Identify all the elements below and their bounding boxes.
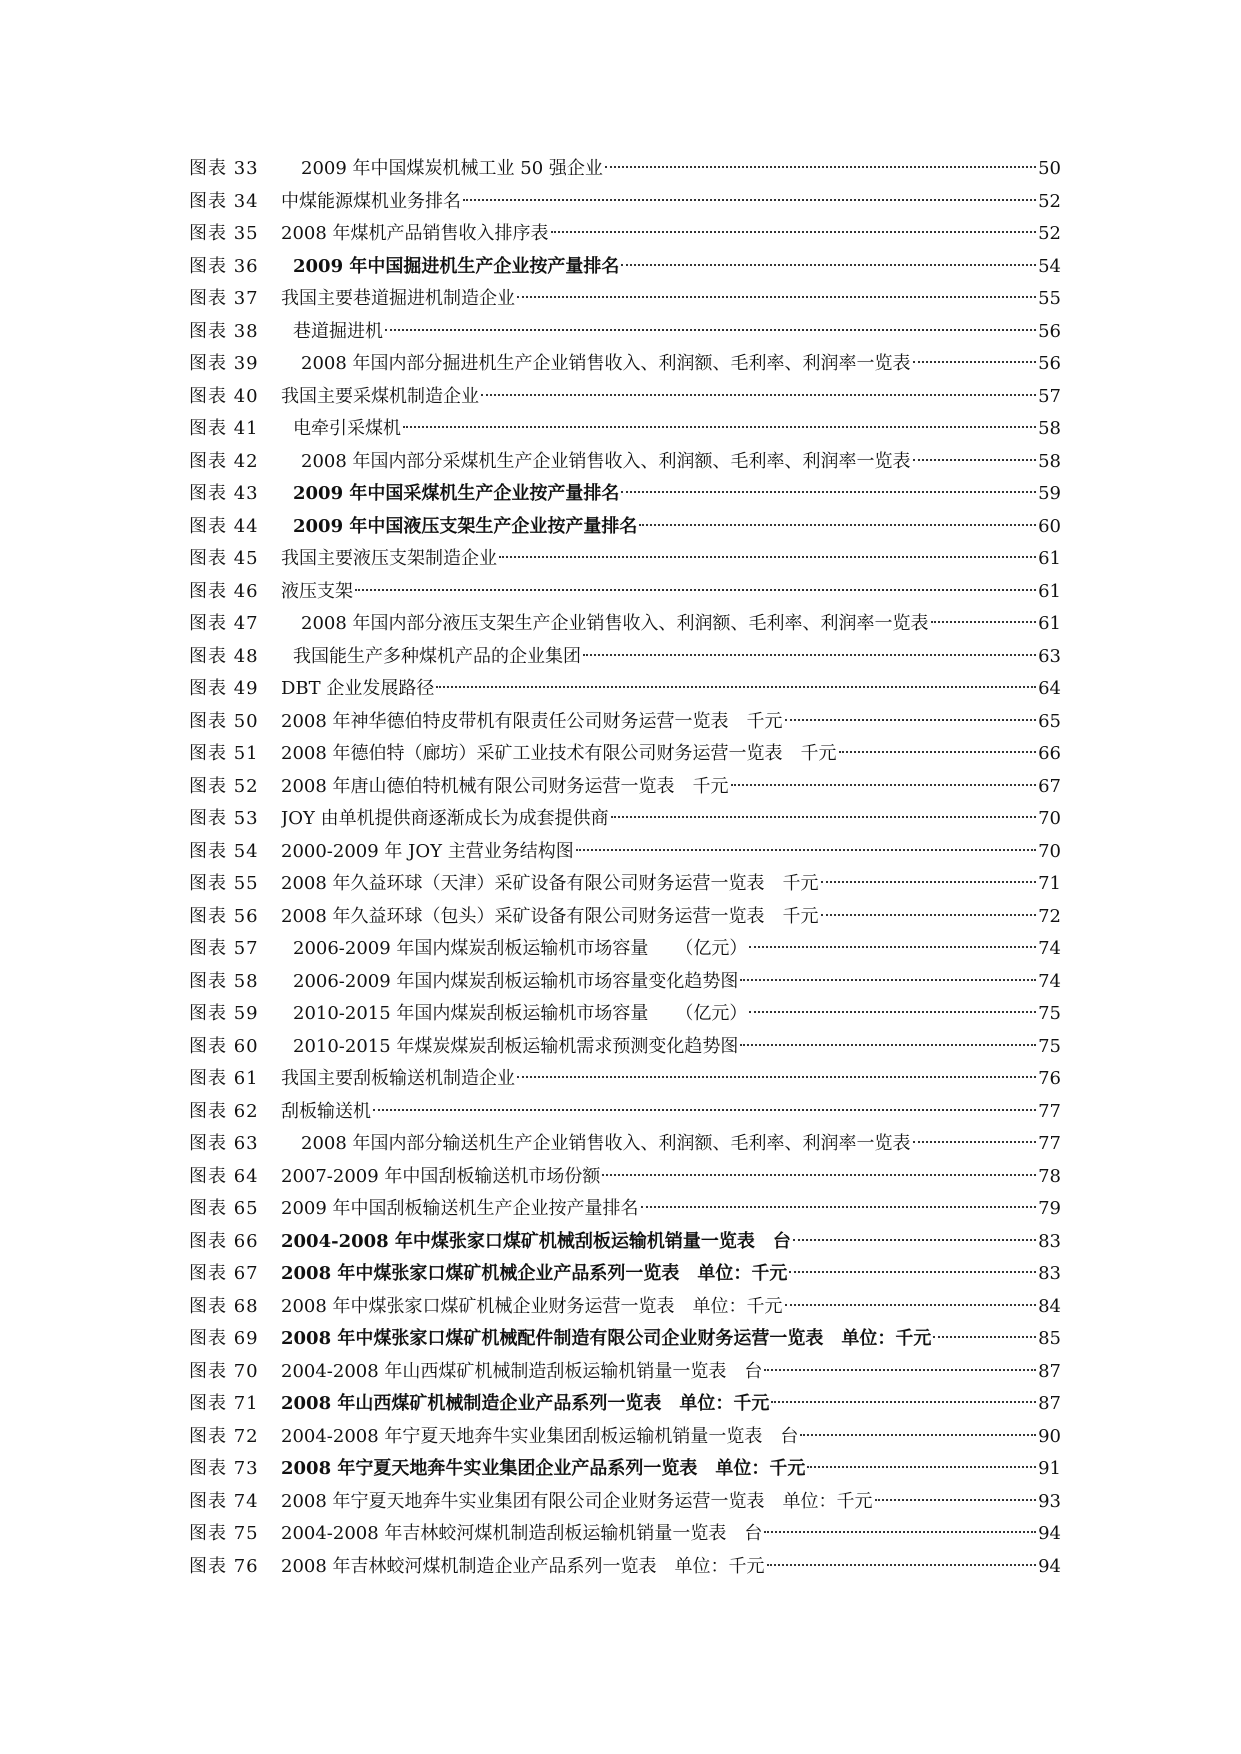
figure-label: 图表 59 [189, 1003, 259, 1024]
figure-title: 刮板输送机 [281, 1100, 371, 1122]
page-number: 61 [1038, 613, 1061, 634]
toc-entry[interactable] [189, 868, 1061, 901]
dot-leader [771, 1401, 1036, 1403]
figure-label: 图表 33 [189, 158, 259, 179]
figure-label: 图表 44 [189, 515, 259, 537]
dot-leader [764, 1531, 1036, 1533]
toc-entry[interactable] [189, 1096, 1061, 1129]
dot-leader [551, 231, 1037, 233]
page-number: 91 [1038, 1458, 1061, 1479]
page-number: 74 [1038, 970, 1061, 992]
figure-title: 2008 年久益环球（天津）采矿设备有限公司财务运营一览表 千元 [281, 873, 819, 894]
figure-label: 图表 38 [189, 320, 259, 342]
figure-title: 中煤能源煤机业务排名 [281, 190, 461, 212]
page-number: 87 [1038, 1393, 1061, 1414]
dot-leader [800, 1434, 1036, 1436]
dot-leader [385, 329, 1036, 331]
toc-entry[interactable] [189, 1128, 1061, 1161]
figure-label: 图表 56 [189, 905, 259, 927]
figure-label: 图表 75 [189, 1523, 259, 1544]
dot-leader [913, 1141, 1037, 1143]
figure-label: 图表 43 [189, 483, 259, 504]
toc-entry[interactable] [189, 218, 1061, 251]
page-number: 93 [1038, 1490, 1061, 1512]
toc-entry[interactable] [189, 511, 1061, 544]
figure-label: 图表 67 [189, 1263, 259, 1284]
figure-label: 图表 50 [189, 710, 259, 732]
figure-title: 2006-2009 年国内煤炭刮板运输机市场容量变化趋势图 [293, 970, 739, 992]
dot-leader [913, 361, 1037, 363]
dot-leader [821, 914, 1037, 916]
figure-title: 2008 年山西煤矿机械制造企业产品系列一览表 单位：千元 [281, 1393, 770, 1414]
figure-label: 图表 68 [189, 1295, 259, 1317]
toc-entry[interactable] [189, 933, 1061, 966]
page-number: 77 [1038, 1100, 1061, 1122]
figure-label: 图表 47 [189, 613, 259, 634]
page-number: 75 [1038, 1035, 1061, 1057]
dot-leader [839, 751, 1037, 753]
dot-leader [749, 946, 1036, 948]
figure-label: 图表 73 [189, 1458, 259, 1479]
page-number: 71 [1038, 873, 1061, 894]
dot-leader [767, 1564, 1037, 1566]
toc-entry[interactable] [189, 1161, 1061, 1194]
dot-leader [641, 1206, 1037, 1208]
page-number: 70 [1038, 808, 1061, 829]
figure-label: 图表 58 [189, 970, 259, 992]
figure-label: 图表 55 [189, 873, 259, 894]
toc-entry[interactable] [189, 1486, 1061, 1519]
toc-entry[interactable] [189, 446, 1061, 479]
figure-label: 图表 76 [189, 1555, 259, 1577]
toc-entry[interactable] [189, 1388, 1061, 1421]
figure-label: 图表 54 [189, 840, 259, 862]
figure-label: 图表 63 [189, 1133, 259, 1154]
page-number: 50 [1038, 158, 1061, 179]
figure-title: 我国主要巷道掘进机制造企业 [281, 288, 515, 309]
toc-entry[interactable] [189, 608, 1061, 641]
figure-title: 2008 年中煤张家口煤矿机械企业产品系列一览表 单位：千元 [281, 1263, 788, 1284]
page-number: 54 [1038, 255, 1061, 277]
dot-leader [481, 394, 1036, 396]
toc-entry[interactable] [189, 836, 1061, 869]
page-number: 66 [1038, 743, 1061, 764]
figure-title: 2008 年宁夏天地奔牛实业集团企业产品系列一览表 单位：千元 [281, 1458, 806, 1479]
page-number: 94 [1038, 1523, 1061, 1544]
toc-entry[interactable] [189, 478, 1061, 511]
figure-title: 我国主要采煤机制造企业 [281, 385, 479, 407]
toc-entry[interactable] [189, 1193, 1061, 1226]
dot-leader [731, 784, 1037, 786]
figure-title: 2008 年国内部分液压支架生产企业销售收入、利润额、毛利率、利润率一览表 [301, 613, 929, 634]
toc-entry[interactable] [189, 1518, 1061, 1551]
figure-title: 2008 年中煤张家口煤矿机械配件制造有限公司企业财务运营一览表 单位：千元 [281, 1328, 932, 1349]
toc-entry[interactable] [189, 803, 1061, 836]
figure-title: 2009 年中国煤炭机械工业 50 强企业 [301, 158, 603, 179]
dot-leader [583, 654, 1036, 656]
figure-label: 图表 72 [189, 1425, 259, 1447]
figure-title: 2008 年煤机产品销售收入排序表 [281, 223, 549, 244]
figure-title: 2008 年国内部分输送机生产企业销售收入、利润额、毛利率、利润率一览表 [301, 1133, 911, 1154]
page-number: 56 [1038, 320, 1061, 342]
dot-leader [639, 524, 1036, 526]
dot-leader [740, 1044, 1036, 1046]
figure-title: JOY 由单机提供商逐渐成长为成套提供商 [281, 808, 609, 829]
dot-leader [931, 621, 1037, 623]
dot-leader [463, 199, 1036, 201]
figure-title: 2008 年唐山德伯特机械有限公司财务运营一览表 千元 [281, 775, 729, 797]
toc-entry[interactable] [189, 413, 1061, 446]
figure-label: 图表 48 [189, 645, 259, 667]
dot-leader [933, 1336, 1036, 1338]
figure-label: 图表 36 [189, 255, 259, 277]
page-number: 79 [1038, 1198, 1061, 1219]
figure-label: 图表 45 [189, 548, 259, 569]
figure-title: 2004-2008 年宁夏天地奔牛实业集团刮板运输机销量一览表 台 [281, 1425, 799, 1447]
dot-leader [517, 1076, 1036, 1078]
toc-entry[interactable] [189, 1356, 1061, 1389]
figure-label: 图表 70 [189, 1360, 259, 1382]
page-number: 61 [1038, 548, 1061, 569]
dot-leader [749, 1011, 1036, 1013]
figure-title: 2009 年中国采煤机生产企业按产量排名 [293, 483, 620, 504]
figure-title: 2009 年中国掘进机生产企业按产量排名 [293, 255, 620, 277]
figure-label: 图表 39 [189, 353, 259, 374]
page-number: 94 [1038, 1555, 1061, 1577]
page-number: 65 [1038, 710, 1061, 732]
figure-label: 图表 61 [189, 1068, 259, 1089]
toc-entry[interactable] [189, 1551, 1061, 1584]
toc-entry[interactable] [189, 1323, 1061, 1356]
page-number: 83 [1038, 1230, 1061, 1252]
page-number: 76 [1038, 1068, 1061, 1089]
page-number: 52 [1038, 223, 1061, 244]
toc-entry[interactable] [189, 901, 1061, 934]
figure-label: 图表 51 [189, 743, 259, 764]
page-number: 63 [1038, 645, 1061, 667]
page-number: 74 [1038, 938, 1061, 959]
dot-leader [436, 686, 1036, 688]
figure-label: 图表 41 [189, 418, 259, 439]
toc-entry[interactable] [189, 1226, 1061, 1259]
figure-title: 2009 年中国液压支架生产企业按产量排名 [293, 515, 638, 537]
page-number: 67 [1038, 775, 1061, 797]
dot-leader [875, 1499, 1037, 1501]
toc-entry[interactable] [189, 1453, 1061, 1486]
figure-label: 图表 62 [189, 1100, 259, 1122]
dot-leader [621, 264, 1036, 266]
dot-leader [807, 1466, 1036, 1468]
figure-label: 图表 42 [189, 450, 259, 472]
toc-entry[interactable] [189, 673, 1061, 706]
toc-entry[interactable] [189, 966, 1061, 999]
figure-title: 2007-2009 年中国刮板输送机市场份额 [281, 1165, 601, 1187]
toc-entry[interactable] [189, 706, 1061, 739]
toc-entry[interactable] [189, 186, 1061, 219]
figure-label: 图表 35 [189, 223, 259, 244]
page-number: 70 [1038, 840, 1061, 862]
dot-leader [913, 459, 1037, 461]
figure-title: 2008 年神华德伯特皮带机有限责任公司财务运营一览表 千元 [281, 710, 783, 732]
figure-label: 图表 60 [189, 1035, 259, 1057]
figure-label: 图表 37 [189, 288, 259, 309]
dot-leader [611, 816, 1037, 818]
page-number: 58 [1038, 418, 1061, 439]
figure-label: 图表 40 [189, 385, 259, 407]
page-number: 58 [1038, 450, 1061, 472]
page-number: 60 [1038, 515, 1061, 537]
figure-title: 2008 年国内部分采煤机生产企业销售收入、利润额、毛利率、利润率一览表 [301, 450, 911, 472]
toc-entry[interactable] [189, 153, 1061, 186]
figure-title: 我国能生产多种煤机产品的企业集团 [293, 645, 581, 667]
figure-title: 2008 年德伯特（廊坊）采矿工业技术有限公司财务运营一览表 千元 [281, 743, 837, 764]
figure-label: 图表 34 [189, 190, 259, 212]
dot-leader [373, 1109, 1036, 1111]
toc-entry[interactable] [189, 251, 1061, 284]
figure-title: 2008 年宁夏天地奔牛实业集团有限公司企业财务运营一览表 单位：千元 [281, 1490, 873, 1512]
toc-entry[interactable] [189, 771, 1061, 804]
toc-entry[interactable] [189, 738, 1061, 771]
figure-title: 巷道掘进机 [293, 320, 383, 342]
figure-title: 2000-2009 年 JOY 主营业务结构图 [281, 840, 574, 862]
dot-leader [517, 296, 1036, 298]
figure-title: 我国主要液压支架制造企业 [281, 548, 497, 569]
page-number: 72 [1038, 905, 1061, 927]
figure-title: 2008 年中煤张家口煤矿机械企业财务运营一览表 单位：千元 [281, 1295, 783, 1317]
toc-entry[interactable] [189, 1063, 1061, 1096]
toc-entry[interactable] [189, 283, 1061, 316]
page-number: 61 [1038, 580, 1061, 602]
figure-title: 2008 年国内部分掘进机生产企业销售收入、利润额、毛利率、利润率一览表 [301, 353, 911, 374]
page-number: 55 [1038, 288, 1061, 309]
figure-label: 图表 46 [189, 580, 259, 602]
toc-entry[interactable] [189, 576, 1061, 609]
figure-label: 图表 52 [189, 775, 259, 797]
dot-leader [785, 1304, 1037, 1306]
dot-leader [785, 719, 1037, 721]
page-number: 84 [1038, 1295, 1061, 1317]
figure-title: 2004-2008 年吉林蛟河煤机制造刮板运输机销量一览表 台 [281, 1523, 763, 1544]
page-number: 78 [1038, 1165, 1061, 1187]
dot-leader [605, 166, 1036, 168]
figure-title: 电牵引采煤机 [293, 418, 401, 439]
toc-entry[interactable] [189, 1031, 1061, 1064]
figure-title: 2010-2015 年国内煤炭刮板运输机市场容量 （亿元） [293, 1003, 748, 1024]
toc-entry[interactable] [189, 348, 1061, 381]
figure-label: 图表 57 [189, 938, 259, 959]
figure-label: 图表 49 [189, 678, 259, 699]
dot-leader [621, 491, 1036, 493]
toc-entry[interactable] [189, 1421, 1061, 1454]
page-number: 77 [1038, 1133, 1061, 1154]
figure-title: 2004-2008 年山西煤矿机械制造刮板运输机销量一览表 台 [281, 1360, 763, 1382]
figure-title: 2010-2015 年煤炭煤炭刮板运输机需求预测变化趋势图 [293, 1035, 739, 1057]
dot-leader [355, 589, 1036, 591]
page-number: 64 [1038, 678, 1061, 699]
figure-label: 图表 71 [189, 1393, 259, 1414]
toc-entry[interactable] [189, 998, 1061, 1031]
figure-title: 2009 年中国刮板输送机生产企业按产量排名 [281, 1198, 639, 1219]
figure-label: 图表 53 [189, 808, 259, 829]
toc-entry[interactable] [189, 641, 1061, 674]
figure-label: 图表 66 [189, 1230, 259, 1252]
dot-leader [602, 1174, 1036, 1176]
dot-leader [576, 849, 1036, 851]
figure-label: 图表 65 [189, 1198, 259, 1219]
page-number: 56 [1038, 353, 1061, 374]
page-number: 75 [1038, 1003, 1061, 1024]
toc-entry[interactable] [189, 381, 1061, 414]
toc-entry[interactable] [189, 1291, 1061, 1324]
page-number: 52 [1038, 190, 1061, 212]
toc-entry[interactable] [189, 543, 1061, 576]
page-number: 83 [1038, 1263, 1061, 1284]
figure-title: DBT 企业发展路径 [281, 678, 435, 699]
dot-leader [403, 426, 1036, 428]
figure-title: 液压支架 [281, 580, 353, 602]
page-number: 87 [1038, 1360, 1061, 1382]
toc-entry[interactable] [189, 316, 1061, 349]
page-number: 85 [1038, 1328, 1061, 1349]
figure-label: 图表 69 [189, 1328, 259, 1349]
dot-leader [740, 979, 1036, 981]
page-number: 90 [1038, 1425, 1061, 1447]
figure-label: 图表 64 [189, 1165, 259, 1187]
page-number: 59 [1038, 483, 1061, 504]
page-number: 57 [1038, 385, 1061, 407]
dot-leader [764, 1369, 1036, 1371]
dot-leader [821, 881, 1037, 883]
dot-leader [499, 556, 1036, 558]
dot-leader [789, 1271, 1036, 1273]
figure-title: 2008 年久益环球（包头）采矿设备有限公司财务运营一览表 千元 [281, 905, 819, 927]
dot-leader [793, 1239, 1036, 1241]
figure-title: 我国主要刮板输送机制造企业 [281, 1068, 515, 1089]
table-of-figures [189, 153, 1061, 1583]
figure-title: 2008 年吉林蛟河煤机制造企业产品系列一览表 单位：千元 [281, 1555, 765, 1577]
figure-title: 2006-2009 年国内煤炭刮板运输机市场容量 （亿元） [293, 938, 748, 959]
figure-label: 图表 74 [189, 1490, 259, 1512]
figure-title: 2004-2008 年中煤张家口煤矿机械刮板运输机销量一览表 台 [281, 1230, 791, 1252]
toc-entry[interactable] [189, 1258, 1061, 1291]
